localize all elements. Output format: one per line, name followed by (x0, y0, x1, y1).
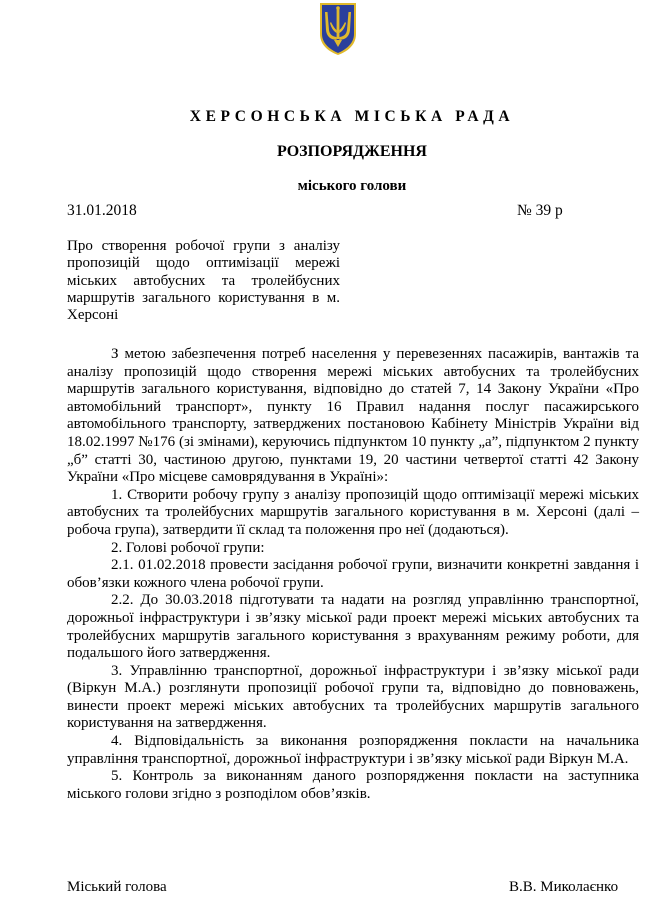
signature-name: В.В. Миколаєнко (509, 879, 619, 895)
document-title: РОЗПОРЯДЖЕННЯ (277, 143, 427, 160)
preamble-paragraph: З метою забезпечення потреб населення у перевезеннях пасажирів, вантажів та аналізу пропозицій щодо створення мережі міських автобусних та тролейбусних маршрутів загального користування, відповідно до статей 7, 14 Закону України «Про автомобільний транспорт», пункту 16 Правил надання послуг пасажирського автомобільного транспорту, затверджених постановою Кабінету Міністрів України від 18.02.1997 №176 (зі змінами), керуючись підпунктом 10 пункту „а”, підпунктом 2 пункту „б” статті 30, частиною другою, пунктами 19, 20 частини четвертої статті 42 Закону України «Про місцеве самоврядування в Україні»: (67, 346, 639, 486)
order-item-2-1: 2.1. 01.02.2018 провести засідання робочої групи, визначити конкретні завдання і обов’язки кожного члена робочої групи. (67, 557, 639, 591)
order-item-2-2: 2.2. До 30.03.2018 підготувати та надати на розгляд управлінню транспортної, дорожньої інфраструктури і зв’язку міської ради проект мережі міських автобусних та тролейбусних маршрутів загального користування з врахуванням режиму роботи, для подальшого його затвердження. (67, 592, 639, 662)
order-item-2: 2. Голові робочої групи: (111, 539, 265, 556)
order-item-1: 1. Створити робочу групу з аналізу пропозицій щодо оптимізації мережі міських автобусних та тролейбусних маршрутів загального користування в м. Херсоні (далі – робоча група), затвердити її склад та положення про неї (додаються). (67, 486, 639, 538)
coat-of-arms-icon (314, 0, 362, 56)
document-number: № 39 р (517, 202, 563, 219)
document-subtitle: міського голови (297, 178, 407, 194)
order-item-4: 4. Відповідальність за виконання розпорядження покласти на начальника управління транспортної, дорожньої інфраструктури і зв’язку міської ради Віркун М.А. (67, 733, 639, 767)
order-item-5: 5. Контроль за виконанням даного розпорядження покласти на заступника міського голови згідно з розподілом обов’язків. (67, 768, 639, 802)
document-body (67, 346, 639, 803)
document-date: 31.01.2018 (67, 202, 137, 219)
document-subject: Про створення робочої групи з аналізу пропозицій щодо оптимізації мережі міських автобусних та тролейбусних маршрутів загального користування в м. Херсоні (67, 238, 340, 324)
signature-position: Міський голова (67, 879, 167, 895)
order-item-3: 3. Управлінню транспортної, дорожньої інфраструктури і зв’язку міської ради (Віркун М.А.) розглянути пропозиції робочої групи та, відповідно до повноважень, винести проект мережі міських автобусних та тролейбусних маршрутів загального користування на затвердження. (67, 662, 639, 732)
council-name: ХЕРСОНСЬКА МІСЬКА РАДА (189, 108, 515, 125)
